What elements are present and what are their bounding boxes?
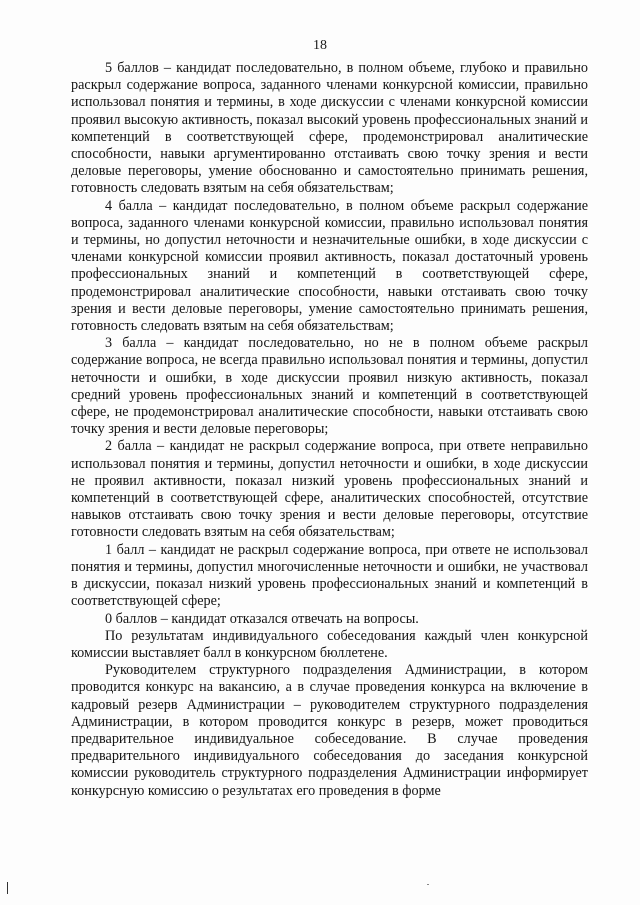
paragraph-5-points: 5 баллов – кандидат последовательно, в полном объеме, глубоко и правильно раскрыл содержание вопроса, заданного членами конкурсной комиссии, правильно использовал понятия и термины, в ходе дискуссии с членами конкурсной комиссии проявил высокую активность, показал высокий уровень профессиональных знаний и компетенций в соответствующей сфере, продемонстрировал аналитические способности, навыки аргументированно отстаивать свою точку зрения и вести деловые переговоры, умение обоснованно и самостоятельно принимать решения, готовность следовать взятым на себя обязательствам; <box>71 60 588 197</box>
paragraph-0-points: 0 баллов – кандидат отказался отвечать на вопросы. <box>105 610 419 627</box>
document-body <box>71 60 588 800</box>
paragraph-2-points: 2 балла – кандидат не раскрыл содержание вопроса, при ответе неправильно использовал понятия и термины, допустил неточности и ошибки, в ходе дискуссии не проявил активности, показал низкий уровень профессиональных знаний и компетенций в соответствующей сфере, аналитических способностей, отсутствие навыков отстаивать свою точку зрения и вести деловые переговоры, отсутствие готовности следовать взятым на себя обязательствам; <box>71 438 588 541</box>
scan-speck <box>427 884 429 885</box>
paragraph-preliminary-interview: Руководителем структурного подразделения Администрации, в котором проводится конкурс на вакансию, а в случае проведения конкурса на включение в кадровый резерв Администрации – руководителем структурного подразделения Администрации, в котором проводится конкурс в резерв, может проводиться предварительное индивидуальное собеседование. В случае проведения предварительного индивидуального собеседования до заседания конкурсной комиссии руководитель структурного подразделения Администрации информирует конкурсную комиссию о результатах его проведения в форме <box>71 662 588 799</box>
page-number: 18 <box>313 38 327 53</box>
paragraph-results: По результатам индивидуального собеседования каждый член конкурсной комиссии выставляет балл в конкурсном бюллетене. <box>71 627 588 661</box>
scan-edge-mark <box>7 882 8 894</box>
paragraph-3-points: 3 балла – кандидат последовательно, но не в полном объеме раскрыл содержание вопроса, не всегда правильно использовал понятия и термины, допустил неточности и ошибки, в ходе дискуссии проявил низкую активность, показал средний уровень профессиональных знаний и компетенций в соответствующей сфере, не продемонстрировал аналитические способности, навыки отстаивать свою точку зрения и вести деловые переговоры; <box>71 335 588 438</box>
paragraph-1-point: 1 балл – кандидат не раскрыл содержание вопроса, при ответе не использовал понятия и термины, допустил многочисленные неточности и ошибки, не участвовал в дискуссии, показал низкий уровень профессиональных знаний и компетенций в соответствующей сфере; <box>71 541 588 610</box>
paragraph-4-points: 4 балла – кандидат последовательно, в полном объеме раскрыл содержание вопроса, заданного членами конкурсной комиссии, правильно использовал понятия и термины, но допустил неточности и незначительные ошибки, в ходе дискуссии с членами конкурсной комиссии проявил активность, показал достаточный уровень профессиональных знаний и компетенций в соответствующей сфере, продемонстрировал аналитические способности, навыки отстаивать свою точку зрения и вести деловые переговоры, умение самостоятельно принимать решения, готовность следовать взятым на себя обязательствам; <box>71 197 588 335</box>
